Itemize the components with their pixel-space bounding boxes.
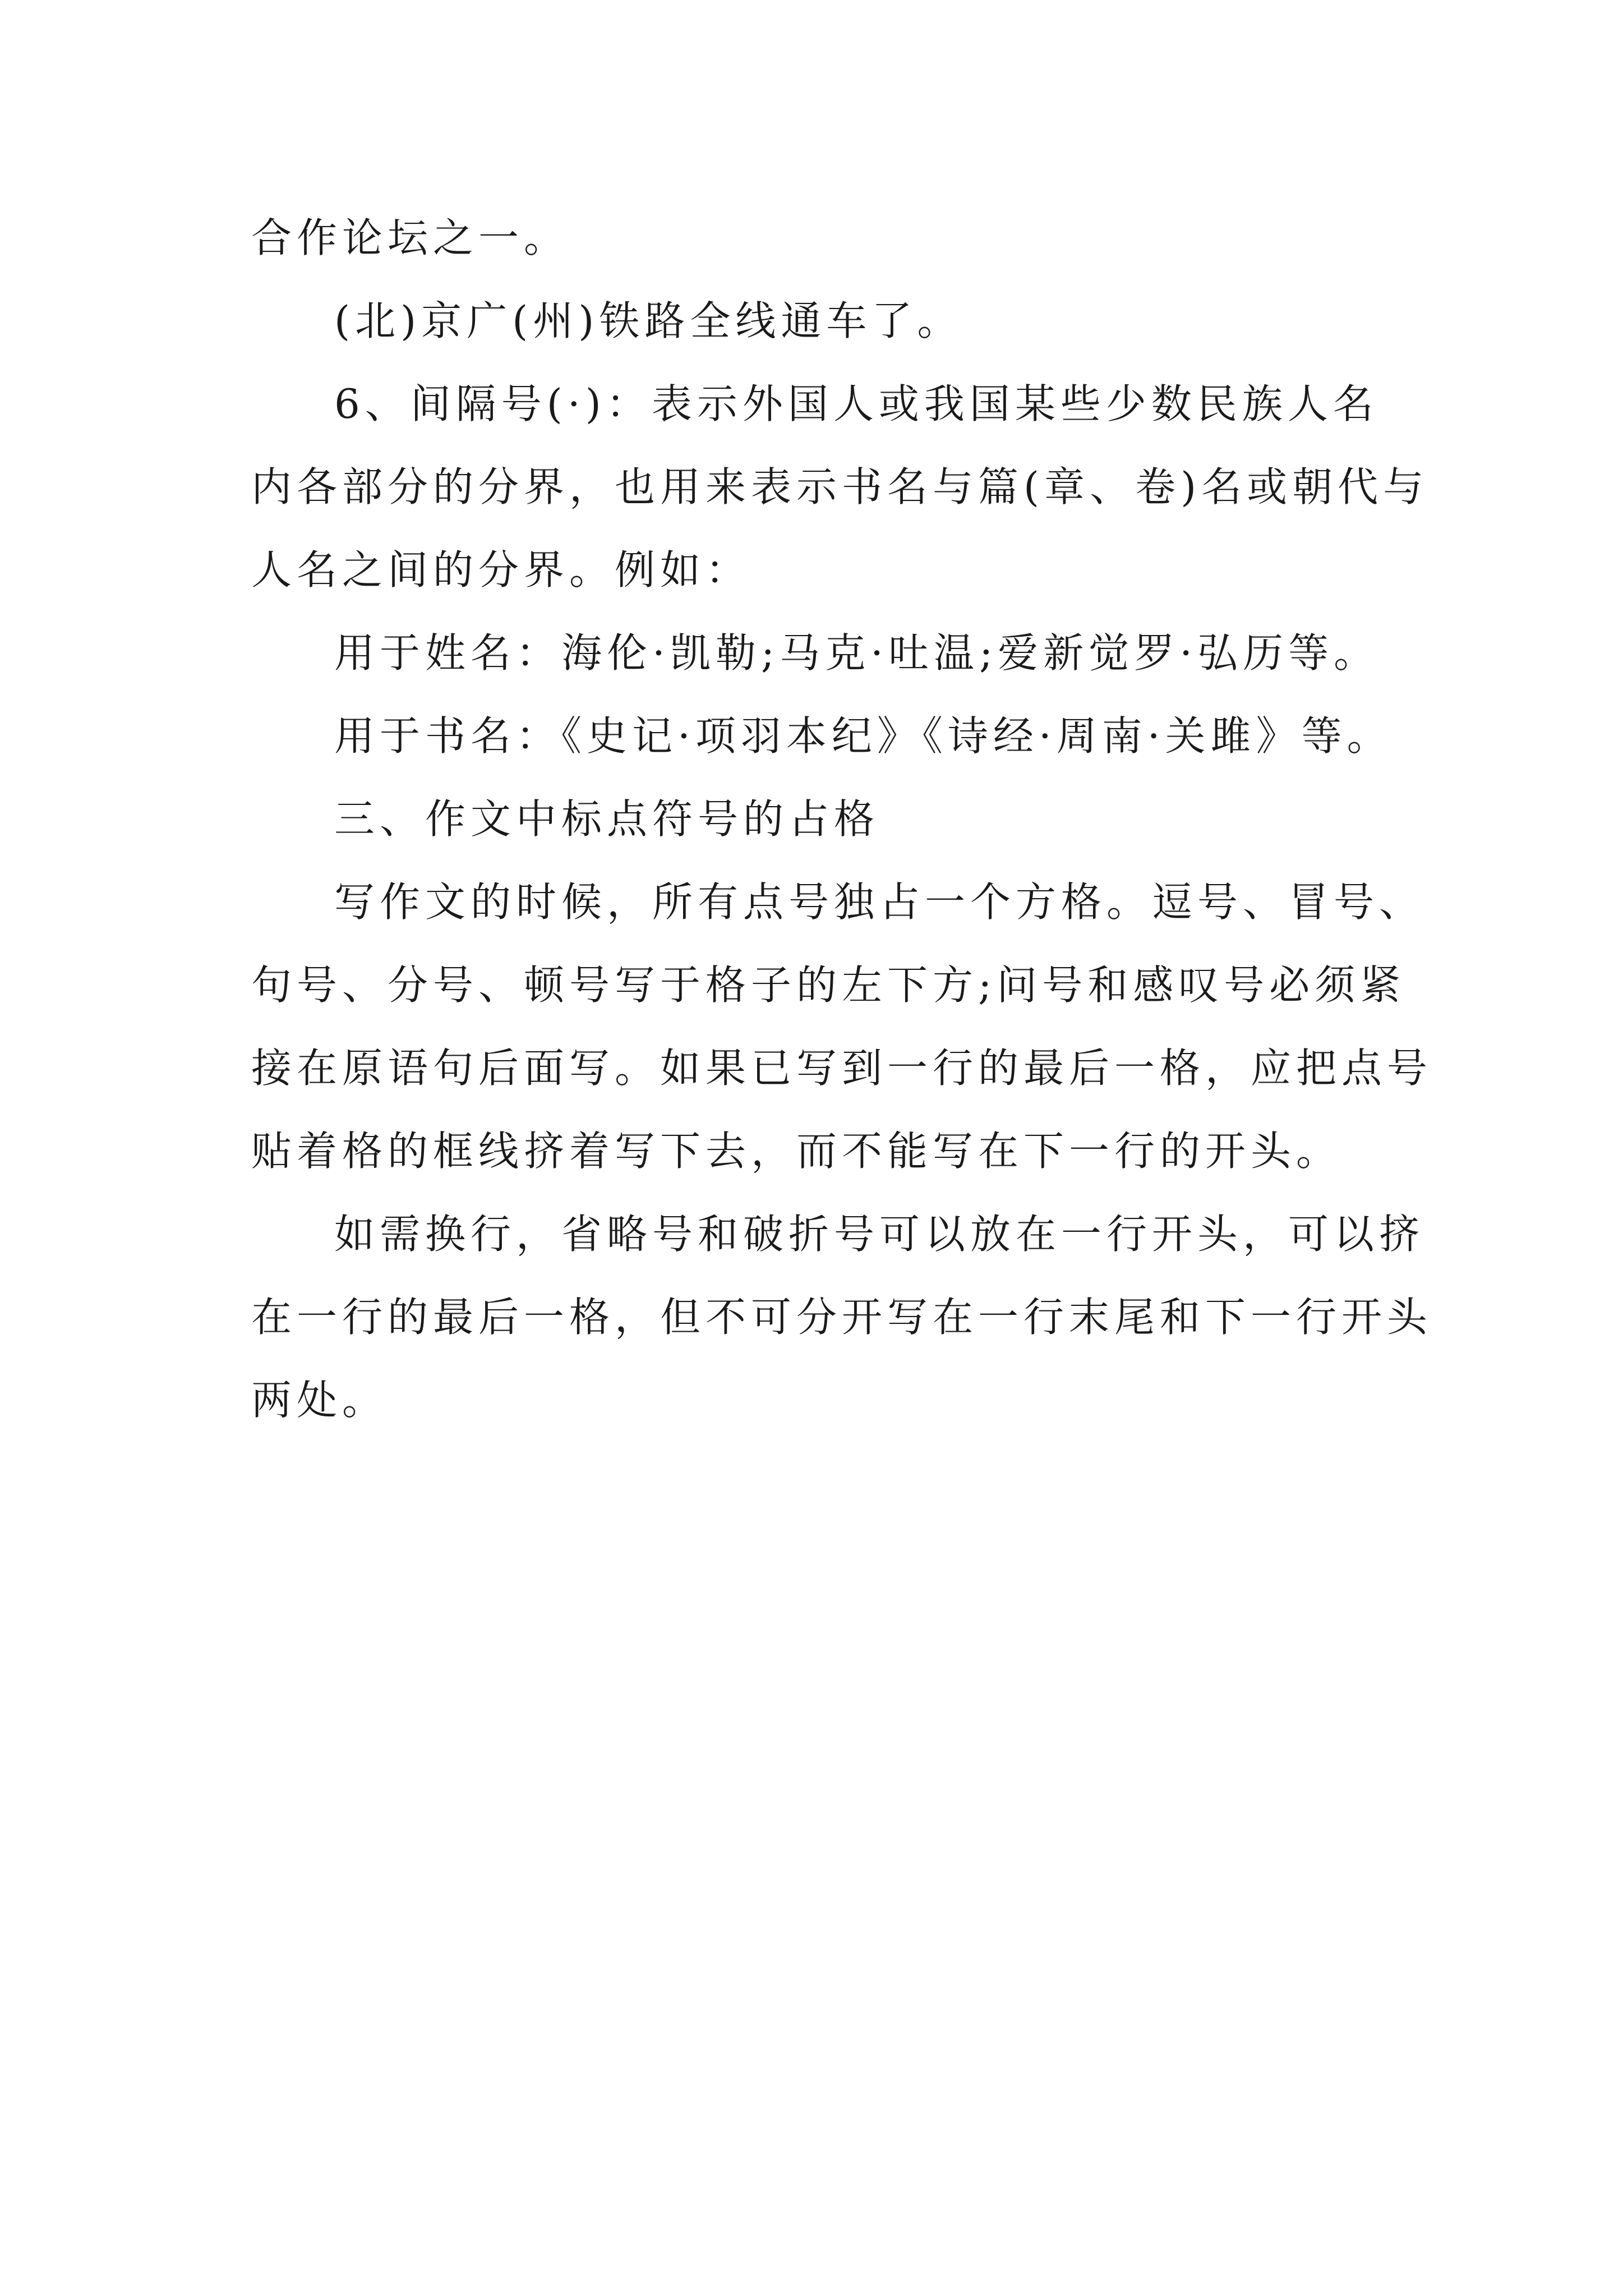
text-line: 内各部分的分界，也用来表示书名与篇(章、卷)名或朝代与 (251, 463, 1429, 510)
text-line: 句号、分号、顿号写于格子的左下方;问号和感叹号必须紧 (251, 961, 1406, 1009)
text-line: 如需换行，省略号和破折号可以放在一行开头，可以挤 (334, 1211, 1425, 1258)
text-line: 合作论坛之一。 (251, 214, 570, 261)
text-line: 两处。 (251, 1377, 388, 1424)
text-line: 6、间隔号(·)：表示外国人或我国某些少数民族人名 (334, 380, 1378, 427)
text-line: 用于姓名：海伦·凯勒;马克·吐温;爱新觉罗·弘历等。 (334, 629, 1380, 677)
text-line: 用于书名：《史记·项羽本纪》《诗经·周南·关雎》等。 (334, 712, 1393, 760)
document-body (251, 196, 1433, 1442)
text-line: 人名之间的分界。例如： (251, 546, 751, 593)
section-heading: 三、作文中标点符号的占格 (334, 795, 880, 843)
text-line: 写作文的时候，所有点号独占一个方格。逗号、冒号、 (334, 878, 1425, 926)
text-line: (北)京广(州)铁路全线通车了。 (334, 297, 963, 344)
text-line: 接在原语句后面写。如果已写到一行的最后一格，应把点号 (251, 1045, 1433, 1092)
text-line: 在一行的最后一格，但不可分开写在一行末尾和下一行开头 (251, 1294, 1433, 1341)
text-line: 贴着格的框线挤着写下去，而不能写在下一行的开头。 (251, 1128, 1342, 1175)
